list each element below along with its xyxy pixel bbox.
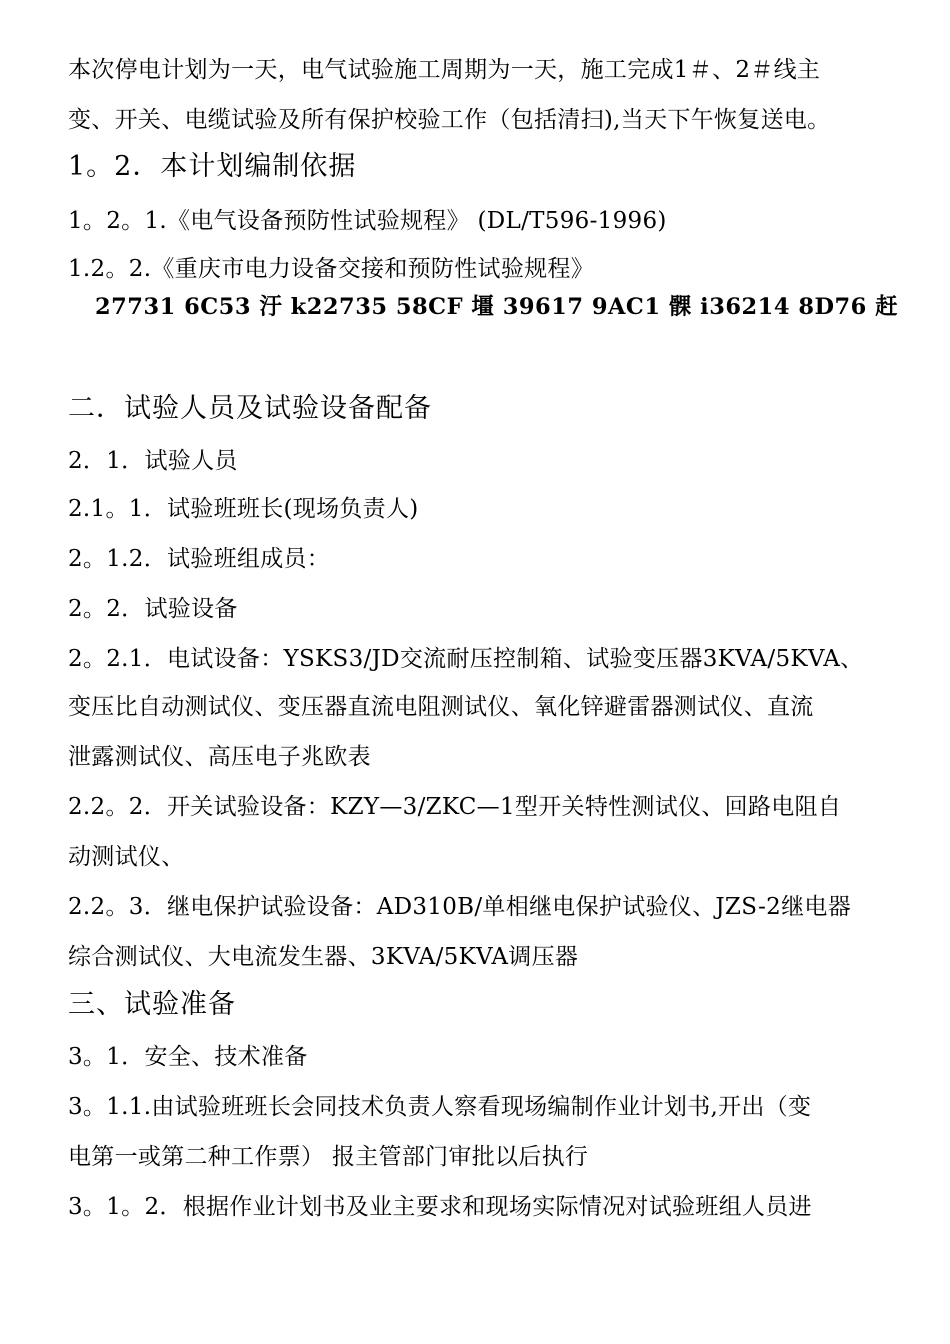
- item-2-2-1-line-1: 2。2.1．电试设备：YSKS3/JD交流耐压控制箱、试验变压器3KVA/5KVA、: [68, 646, 864, 672]
- item-3-1-1-line-2: 电第一或第二种工作票） 报主管部门审批以后执行: [68, 1144, 589, 1170]
- paragraph-line-1: 本次停电计划为一天，电气试验施工周期为一天，施工完成1＃、2＃线主: [68, 57, 821, 83]
- item-2-1-2: 2。1.2．试验班组成员：: [68, 546, 331, 572]
- item-2-2-1-line-3: 泄露测试仪、高压电子兆欧表: [68, 744, 371, 770]
- reference-item-2: 1.2。2.《重庆市电力设备交接和预防性试验规程》: [68, 256, 595, 282]
- section-heading-3: 三、试验准备: [68, 989, 236, 1020]
- item-2-2-2-line-2: 动测试仪、: [68, 844, 185, 870]
- reference-item-1: 1。2。1.《电气设备预防性试验规程》 (DL/T596-1996): [68, 208, 667, 234]
- item-2-2-3-line-2: 综合测试仪、大电流发生器、3KVA/5KVA调压器: [68, 944, 579, 970]
- section-heading-1-2: 1。2．本计划编制依据: [68, 151, 357, 182]
- item-3-1-1-line-1: 3。1.1.由试验班班长会同技术负责人察看现场编制作业计划书,开出（变: [68, 1094, 812, 1120]
- item-3-1-2-line-1: 3。1。2．根据作业计划书及业主要求和现场实际情况对试验班组人员进: [68, 1194, 812, 1220]
- subsection-2-1: 2．1．试验人员: [68, 448, 238, 474]
- paragraph-line-2: 变、开关、电缆试验及所有保护校验工作（包括清扫),当天下午恢复送电。: [68, 107, 831, 133]
- item-2-1-1: 2.1。1．试验班班长(现场负责人): [68, 496, 419, 522]
- item-2-2-2-line-1: 2.2。2．开关试验设备：KZY—3/ZKC—1型开关特性测试仪、回路电阻自: [68, 794, 842, 820]
- item-2-2-1-line-2: 变压比自动测试仪、变压器直流电阻测试仪、氧化锌避雷器测试仪、直流: [68, 694, 814, 720]
- encoded-text-line: 27731 6C53 汙 k22735 58CF 壃 39617 9AC1 髁 i36214 8D76 赶: [95, 294, 899, 320]
- subsection-3-1: 3。1．安全、技术准备: [68, 1044, 308, 1070]
- item-2-2-3-line-1: 2.2。3．继电保护试验设备：AD310B/单相继电保护试验仪、JZS-2继电器: [68, 894, 852, 920]
- section-heading-2: 二．试验人员及试验设备配备: [68, 393, 432, 424]
- subsection-2-2: 2。2．试验设备: [68, 596, 238, 622]
